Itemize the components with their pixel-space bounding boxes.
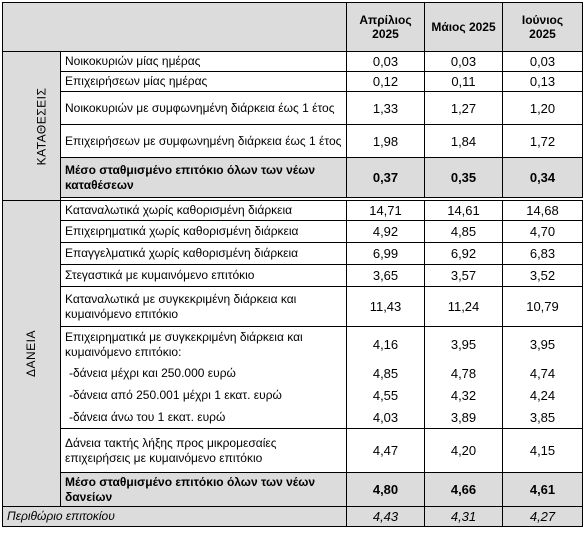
row-value-june: 6,83 (503, 243, 583, 265)
table-row (3, 201, 583, 221)
deposits-total-row (3, 158, 583, 198)
row-value-april: 4,47 (347, 429, 425, 473)
loans-group-label: ΔΑΝΕΙΑ (24, 329, 38, 378)
table-row (3, 363, 583, 385)
loans-total-june: 4,61 (503, 473, 583, 507)
table-row (3, 52, 583, 72)
loans-total-label: Μέσο σταθμισμένο επιτόκιο όλων των νέων δανείων (61, 473, 347, 507)
row-value-june: 4,74 (503, 363, 583, 385)
row-value-april: 11,43 (347, 287, 425, 327)
row-value-may: 4,20 (425, 429, 503, 473)
loans-group-cell (3, 201, 61, 507)
row-label: Στεγαστικά με κυμαινόμενο επιτόκιο (61, 265, 347, 287)
row-value-june: 14,68 (503, 201, 583, 221)
margin-row (3, 507, 583, 527)
row-value-april: 4,55 (347, 385, 425, 407)
row-value-may: 11,24 (425, 287, 503, 327)
row-value-june: 3,85 (503, 407, 583, 429)
table-row (3, 429, 583, 473)
loans-total-may: 4,66 (425, 473, 503, 507)
row-value-june: 0,13 (503, 72, 583, 92)
row-label: Καταναλωτικά χωρίς καθορισμένη διάρκεια (61, 201, 347, 221)
loans-total-april: 4,80 (347, 473, 425, 507)
header-april: Απρίλιος 2025 (347, 3, 425, 52)
row-value-may: 4,78 (425, 363, 503, 385)
row-value-may: 0,11 (425, 72, 503, 92)
row-label: Νοικοκυριών μίας ημέρας (61, 52, 347, 72)
row-value-may: 4,85 (425, 221, 503, 243)
table-row (3, 125, 583, 158)
header-blank-cell (3, 3, 347, 52)
row-label: Επιχειρηματικά με συγκεκριμένη διάρκεια και κυμαινόμενο επιτόκιο: (61, 327, 347, 363)
row-label: Καταναλωτικά με συγκεκριμένη διάρκεια και κυμαινόμενο επιτόκιο (61, 287, 347, 327)
row-value-april: 1,98 (347, 125, 425, 158)
row-value-april: 4,92 (347, 221, 425, 243)
row-value-may: 3,95 (425, 327, 503, 363)
row-value-may: 1,84 (425, 125, 503, 158)
deposits-total-may: 0,35 (425, 158, 503, 198)
margin-may: 4,31 (425, 507, 503, 527)
row-value-june: 3,52 (503, 265, 583, 287)
header-may: Μάιος 2025 (425, 3, 503, 52)
margin-label: Περιθώριο επιτοκίου (3, 507, 347, 527)
deposits-total-label: Μέσο σταθμισμένο επιτόκιο όλων των νέων καταθέσεων (61, 158, 347, 198)
row-value-april: 6,99 (347, 243, 425, 265)
row-value-may: 14,61 (425, 201, 503, 221)
table-row (3, 327, 583, 363)
row-value-april: 4,03 (347, 407, 425, 429)
row-value-june: 1,20 (503, 92, 583, 125)
row-value-may: 3,57 (425, 265, 503, 287)
header-june: Ιούνιος 2025 (503, 3, 583, 52)
row-value-april: 4,85 (347, 363, 425, 385)
table-row (3, 287, 583, 327)
table-row (3, 221, 583, 243)
row-label: -δάνεια μέχρι και 250.000 ευρώ (61, 363, 347, 385)
row-label: Νοικοκυριών με συμφωνημένη διάρκεια έως 1 έτος (61, 92, 347, 125)
deposits-total-june: 0,34 (503, 158, 583, 198)
row-value-june: 3,95 (503, 327, 583, 363)
row-value-april: 14,71 (347, 201, 425, 221)
row-value-may: 0,03 (425, 52, 503, 72)
row-value-june: 10,79 (503, 287, 583, 327)
table-row (3, 385, 583, 407)
row-value-may: 6,92 (425, 243, 503, 265)
row-value-june: 4,15 (503, 429, 583, 473)
row-value-april: 0,12 (347, 72, 425, 92)
row-value-april: 1,33 (347, 92, 425, 125)
table-row (3, 243, 583, 265)
row-label: Επαγγελματικά χωρίς καθορισμένη διάρκεια (61, 243, 347, 265)
margin-april: 4,43 (347, 507, 425, 527)
row-value-may: 4,32 (425, 385, 503, 407)
row-label: -δάνεια άνω του 1 εκατ. ευρώ (61, 407, 347, 429)
row-label: Επιχειρήσεων μίας ημέρας (61, 72, 347, 92)
loans-total-row (3, 473, 583, 507)
deposits-group-cell (3, 52, 61, 201)
deposits-group-label: ΚΑΤΑΘΕΣΕΙΣ (34, 87, 49, 165)
row-value-june: 4,70 (503, 221, 583, 243)
header-row (3, 3, 583, 52)
row-value-april: 3,65 (347, 265, 425, 287)
row-value-may: 1,27 (425, 92, 503, 125)
row-label: Επιχειρηματικά χωρίς καθορισμένη διάρκεια (61, 221, 347, 243)
row-value-june: 4,24 (503, 385, 583, 407)
table-row (3, 72, 583, 92)
row-value-may: 3,89 (425, 407, 503, 429)
row-value-april: 0,03 (347, 52, 425, 72)
row-label: Επιχειρήσεων με συμφωνημένη διάρκεια έως 1 έτος (61, 125, 347, 158)
row-value-june: 1,72 (503, 125, 583, 158)
row-label: -δάνεια από 250.001 μέχρι 1 εκατ. ευρώ (61, 385, 347, 407)
row-value-june: 0,03 (503, 52, 583, 72)
interest-rates-table (2, 2, 583, 527)
row-label: Δάνεια τακτής λήξης προς μικρομεσαίες επιχειρήσεις με κυμαινόμενο επιτόκιο (61, 429, 347, 473)
table-row (3, 92, 583, 125)
row-value-april: 4,16 (347, 327, 425, 363)
table-row (3, 265, 583, 287)
table-row (3, 407, 583, 429)
margin-june: 4,27 (503, 507, 583, 527)
deposits-total-april: 0,37 (347, 158, 425, 198)
